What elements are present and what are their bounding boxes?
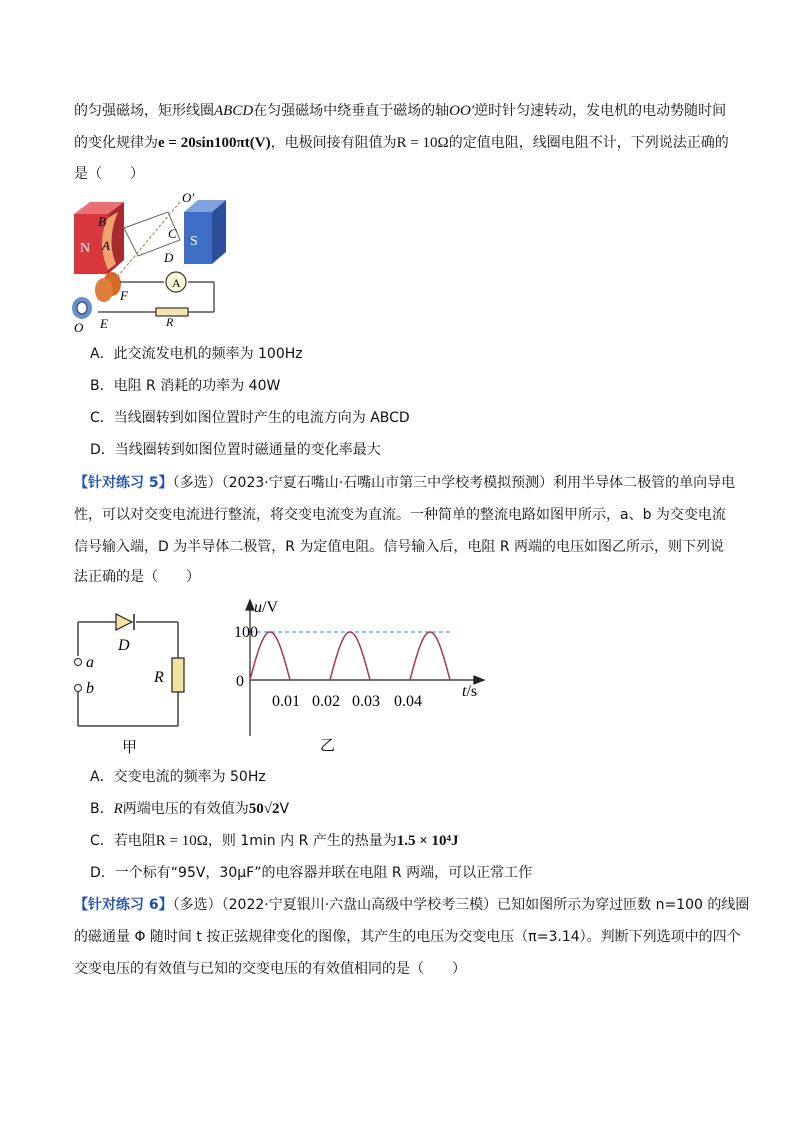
q5-line-1: 【针对练习 5】（多选）（2023·宁夏石嘴山·石嘴山市第三中学校考模拟预测）利用半导体二极管的单向导电 — [74, 475, 736, 491]
label-r: R — [166, 315, 174, 329]
q4-option-d[interactable]: D．当线圈转到如图位置时磁通量的变化率最大 — [90, 442, 381, 458]
circuit-b-label: b — [86, 680, 94, 697]
q5-line-3: 信号输入端，D 为半导体二极管，R 为定值电阻。信号输入后，电阻 R 两端的电压如图乙所示，则下列说 — [74, 539, 725, 555]
n-label: N — [80, 241, 91, 256]
graph-y0: 0 — [236, 673, 244, 690]
circuit-caption: 甲 — [122, 740, 138, 756]
q4-line-1: 的匀强磁场，矩形线圈ABCD在匀强磁场中绕垂直于磁场的轴OO′逆时针匀速转动，发电机的电动势随时间 — [74, 103, 727, 119]
graph-tick-2: 0.02 — [312, 693, 340, 710]
circuit-a-label: a — [86, 654, 94, 671]
label-a: A — [102, 238, 110, 253]
q5-option-c[interactable]: C．若电阻R = 10Ω，则 1min 内 R 产生的热量为1.5 × 10⁴J — [90, 833, 459, 849]
s-label: S — [190, 234, 198, 249]
graph-y100: 100 — [234, 624, 258, 641]
label-f: F — [120, 288, 128, 303]
q5-line-4: 法正确的是（ ） — [74, 569, 200, 585]
label-b: B — [98, 214, 106, 229]
ammeter-label: A — [172, 276, 181, 290]
q4-line-2: 的变化规律为e = 20sin100πt(V)，电极间接有阻值为R = 10Ω的定值电阻，线圈电阻不计，下列说法正确的 — [74, 135, 729, 151]
s-magnet — [184, 200, 226, 264]
q4-line-3: 是（ ） — [74, 166, 144, 182]
n-magnet — [74, 202, 124, 274]
graph-xlabel: t/s — [462, 683, 478, 700]
circuit-d-label: D — [118, 637, 130, 654]
graph-tick-1: 0.01 — [272, 693, 300, 710]
halfwave-curve — [250, 632, 450, 680]
generator-figure — [68, 190, 228, 336]
q5-option-a[interactable]: A．交变电流的频率为 50Hz — [90, 769, 266, 785]
q5-option-b[interactable]: B．R两端电压的有效值为50√2V — [90, 801, 290, 817]
label-e: E — [100, 316, 108, 331]
voltage-graph — [228, 596, 490, 762]
q4-option-a[interactable]: A．此交流发电机的频率为 100Hz — [90, 346, 303, 362]
q6-line-3: 交变电压的有效值与已知的交变电压的有效值相同的是（ ） — [74, 961, 466, 977]
diode-symbol — [116, 614, 132, 630]
q5-line-2: 性，可以对交变电流进行整流，将交变电流变为直流。一种简单的整流电路如图甲所示，a、b 为交变电流 — [74, 507, 726, 523]
q6-line-1: 【针对练习 6】（多选）（2022·宁夏银川·六盘山高级中学校考三模）已知如图所示为穿过匝数 n=100 的线圈 — [74, 897, 750, 913]
label-o: O — [74, 320, 84, 335]
label-o-prime: O′ — [182, 190, 195, 205]
rectifier-circuit — [66, 600, 196, 760]
resistor-symbol — [172, 658, 184, 692]
q6-line-2: 的磁通量 Φ 随时间 t 按正弦规律变化的图像，其产生的电压为交变电压（π=3.14）。判断下列选项中的四个 — [74, 929, 741, 945]
graph-ylabel: u/V — [254, 599, 278, 616]
q5-tag: 【针对练习 5】 — [74, 475, 173, 491]
graph-tick-4: 0.04 — [394, 693, 422, 710]
label-c: C — [168, 226, 177, 241]
q5-option-d[interactable]: D．一个标有“95V，30μF”的电容器并联在电阻 R 两端，可以正常工作 — [90, 865, 533, 881]
q4-option-c[interactable]: C．当线圈转到如图位置时产生的电流方向为 ABCD — [90, 410, 410, 426]
graph-tick-3: 0.03 — [352, 693, 380, 710]
label-d: D — [164, 250, 174, 265]
circuit-r-label: R — [154, 669, 164, 686]
q4-option-b[interactable]: B．电阻 R 消耗的功率为 40W — [90, 378, 281, 394]
q6-tag: 【针对练习 6】 — [74, 897, 173, 913]
graph-caption: 乙 — [320, 738, 336, 754]
